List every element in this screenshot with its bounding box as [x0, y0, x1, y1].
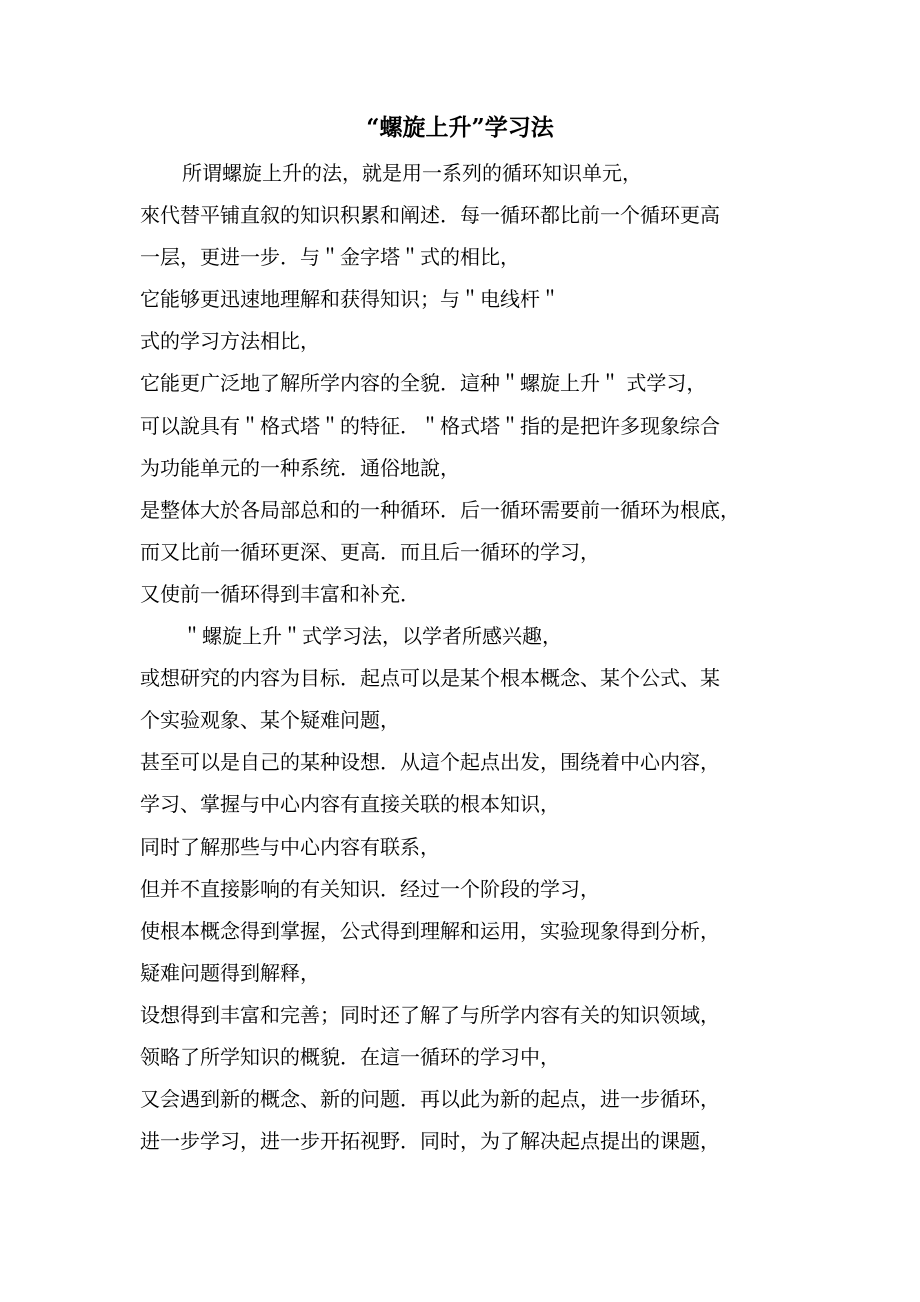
text-line: 设想得到丰富和完善；同时还了解了与所学内容有关的知识领域，: [140, 1002, 720, 1027]
text-line: 它能更广泛地了解所学内容的全貌．這种＂螺旋上升＂ 式学习，: [140, 371, 707, 396]
text-line: ＂螺旋上升＂式学习法，以学者所感兴趣，: [182, 624, 562, 649]
text-line: 來代替平铺直叙的知识积累和阐述．每一循环都比前一个循环更高: [140, 203, 720, 228]
text-line: 它能够更迅速地理解和获得知识；与＂电线杆＂: [140, 287, 560, 312]
text-line: 甚至可以是自己的某种设想．从這个起点出发，围绕着中心内容，: [140, 750, 720, 775]
text-line: 是整体大於各局部总和的一种循环．后一循环需要前一循环为根底，: [140, 497, 740, 522]
text-line: 个实验观象、某个疑难问题，: [140, 708, 400, 733]
text-line: 领略了所学知识的概貌．在這一循环的学习中，: [140, 1044, 560, 1069]
text-line: 使根本概念得到掌握，公式得到理解和运用，实验现象得到分析，: [140, 918, 720, 943]
text-line: 或想研究的内容为目标．起点可以是某个根本概念、某个公式、某: [140, 666, 720, 691]
text-line: 可以說具有＂格式塔＂的特征．＂格式塔＂指的是把许多现象综合: [140, 413, 720, 438]
text-line: 学习、掌握与中心内容有直接关联的根本知识，: [140, 792, 560, 817]
document-title: “螺旋上升”学习法: [366, 114, 554, 141]
text-line: 进一步学习，进一步开拓视野．同时，为了解决起点提出的课题，: [140, 1129, 720, 1154]
document-body: [140, 152, 800, 1162]
text-line: 为功能单元的一种系统．通俗地說，: [140, 455, 460, 480]
text-line: 一层，更进一步．与＂金字塔＂式的相比，: [140, 245, 520, 270]
text-line: 式的学习方法相比，: [140, 329, 320, 354]
text-line: 同时了解那些与中心内容有联系，: [140, 834, 440, 859]
text-line: 又使前一循环得到丰富和补充．: [140, 581, 420, 606]
text-line: 而又比前一循环更深、更高．而且后一循环的学习，: [140, 539, 600, 564]
text-line: 疑难问题得到解释，: [140, 960, 320, 985]
text-line: 所谓螺旋上升的法，就是用一系列的循环知识单元，: [182, 161, 642, 185]
text-line: 又会遇到新的概念、新的问题．再以此为新的起点，进一步循环，: [140, 1087, 720, 1112]
text-line: 但并不直接影响的有关知识．经过一个阶段的学习，: [140, 876, 600, 901]
